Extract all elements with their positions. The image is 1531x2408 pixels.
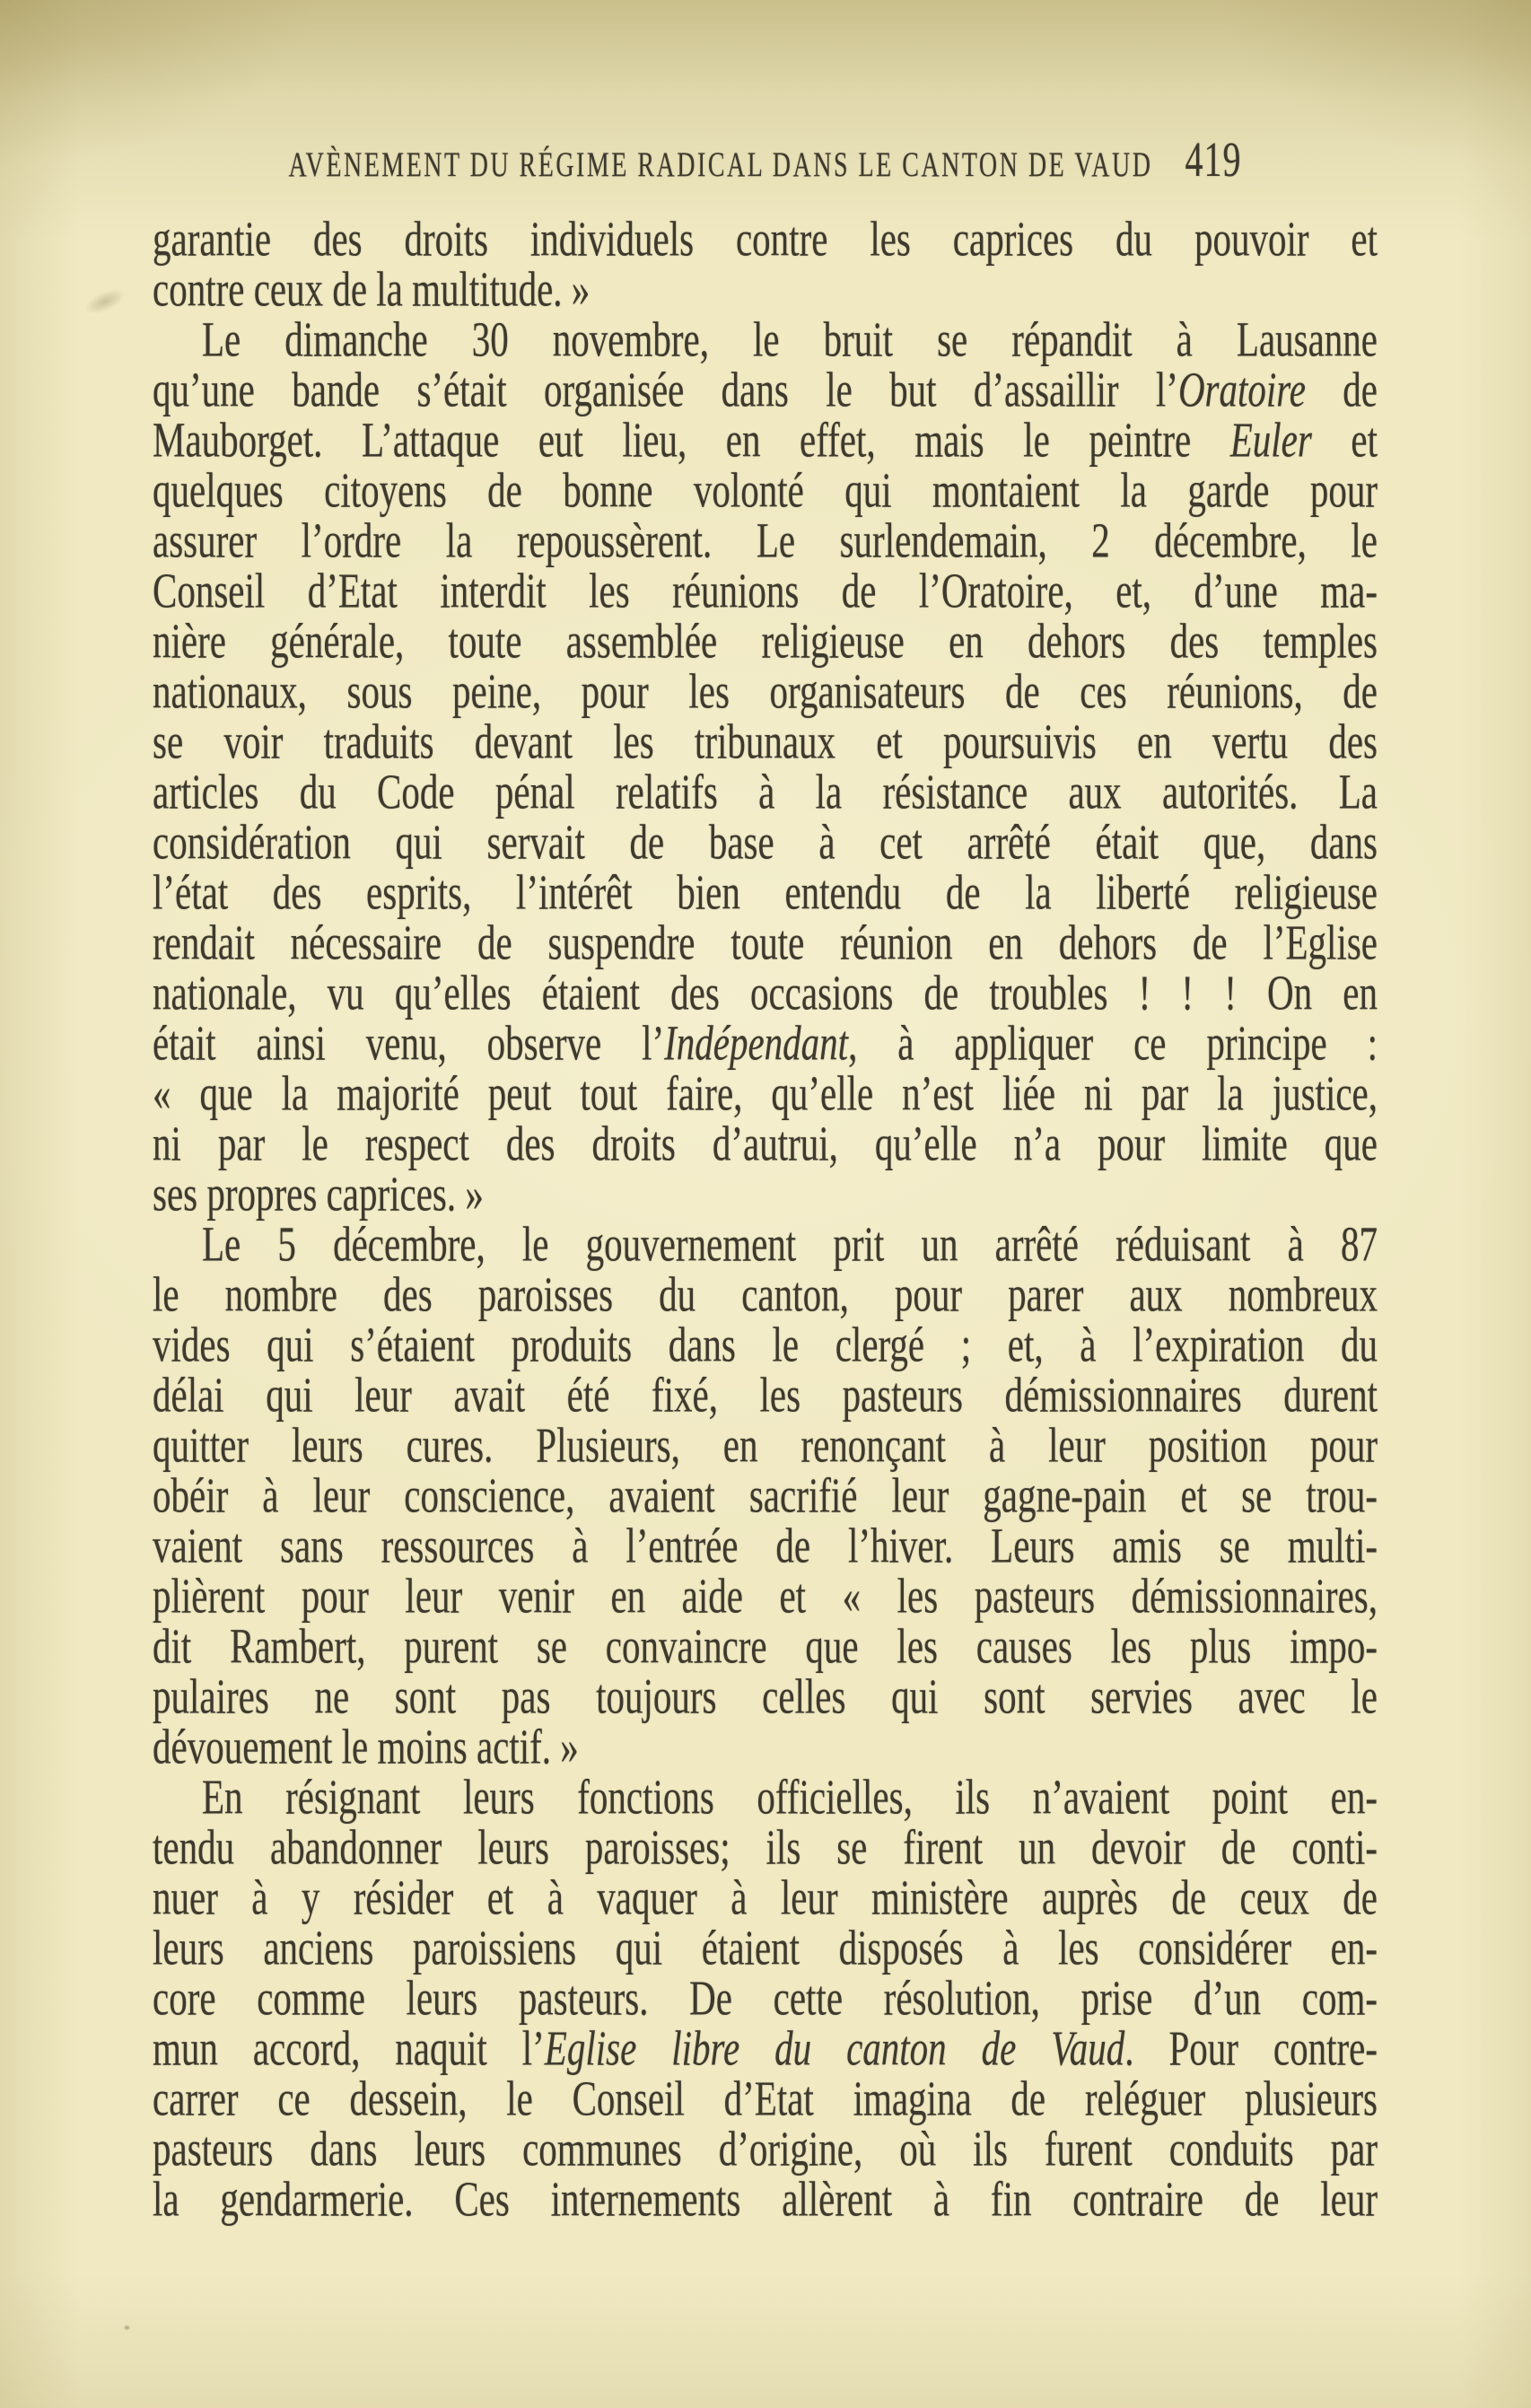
text-segment: dévouement le moins actif. » [153, 1719, 579, 1774]
text-segment: carrer ce dessein, le Conseil d’Etat imagina de reléguer plusieurs [153, 2071, 1378, 2126]
page-body-text [153, 211, 1378, 2227]
text-segment: délai qui leur avait été fixé, les pasteurs démissionnaires durent [153, 1367, 1378, 1423]
text-segment: . Pour contre- [1124, 2020, 1378, 2076]
text-segment: garantie des droits individuels contre les caprices du pouvoir et [153, 211, 1378, 267]
text-segment: nière générale, toute assemblée religieuse en dehors des temples [153, 613, 1378, 669]
text-segment: rendait nécessaire de suspendre toute réunion en dehors de l’Eglise [153, 915, 1378, 970]
text-segment: plièrent pour leur venir en aide et « les pasteurs démissionnaires, [153, 1568, 1378, 1624]
paper-smudge [74, 278, 136, 325]
text-segment: Le 5 décembre, le gouvernement prit un arrêté réduisant à 87 [202, 1216, 1378, 1272]
text-segment: vaient sans ressources à l’entrée de l’hiver. Leurs amis se multi- [153, 1518, 1378, 1573]
page-number: 419 [1185, 131, 1242, 188]
text-segment: quitter leurs cures. Plusieurs, en renonçant à leur position pour [153, 1417, 1378, 1473]
text-segment: pasteurs dans leurs communes d’origine, où ils furent conduits par [153, 2121, 1378, 2176]
text-line [153, 2166, 1378, 2232]
text-segment: Le dimanche 30 novembre, le bruit se répandit à Lausanne [202, 311, 1378, 367]
text-segment: , à appliquer ce principe : [848, 1015, 1378, 1071]
text-segment: Conseil d’Etat interdit les réunions de l’Oratoire, et, d’une ma- [153, 563, 1378, 618]
text-segment: ni par le respect des droits d’autrui, qu’elle n’a pour limite que [153, 1116, 1378, 1171]
paper-speck [122, 2324, 132, 2332]
text-segment: articles du Code pénal relatifs à la résistance aux autorités. La [153, 764, 1378, 819]
text-segment: et [1311, 412, 1378, 468]
text-segment: nuer à y résider et à vaquer à leur ministère auprès de ceux de [153, 1869, 1378, 1925]
text-segment: nationale, vu qu’elles étaient des occasions de troubles ! ! ! On en [153, 965, 1378, 1020]
italic-text-segment: Oratoire [1177, 362, 1306, 417]
text-segment: obéir à leur conscience, avaient sacrifié leur gagne-pain et se trou- [153, 1467, 1378, 1523]
text-segment: la gendarmerie. Ces internements allèrent à fin contraire de leur [153, 2171, 1378, 2227]
text-segment: core comme leurs pasteurs. De cette résolution, prise d’un com- [153, 1970, 1378, 2026]
text-segment: assurer l’ordre la repoussèrent. Le surlendemain, 2 décembre, le [153, 512, 1378, 568]
text-segment: Mauborget. L’attaque eut lieu, en effet, mais le peintre [153, 412, 1230, 468]
italic-text-segment: Euler [1229, 412, 1312, 468]
text-segment: dit Rambert, purent se convaincre que les causes les plus impo- [153, 1618, 1378, 1674]
italic-text-segment: Eglise libre du canton de Vaud [544, 2020, 1125, 2076]
text-segment: était ainsi venu, observe l’ [153, 1015, 665, 1071]
running-header-title: AVÈNEMENT DU RÉGIME RADICAL DANS LE CANTON DE VAUD [288, 145, 1153, 185]
text-segment: vides qui s’étaient produits dans le clergé ; et, à l’expiration du [153, 1317, 1378, 1372]
text-segment: ses propres caprices. » [153, 1166, 484, 1222]
text-segment: considération qui servait de base à cet arrêté était que, dans [153, 814, 1378, 870]
text-segment: qu’une bande s’était organisée dans le but d’assaillir l’ [153, 362, 1178, 417]
text-segment: leurs anciens paroissiens qui étaient disposés à les considérer en- [153, 1920, 1378, 1975]
text-segment: de [1305, 362, 1378, 417]
text-segment: pulaires ne sont pas toujours celles qui sont servies avec le [153, 1668, 1378, 1724]
text-segment: se voir traduits devant les tribunaux et poursuivis en vertu des [153, 714, 1378, 769]
running-header [153, 125, 1378, 194]
text-segment: contre ceux de la multitude. » [153, 261, 591, 317]
text-segment: mun accord, naquit l’ [153, 2020, 545, 2076]
text-segment: tendu abandonner leurs paroisses; ils se firent un devoir de conti- [153, 1819, 1378, 1875]
text-segment: l’état des esprits, l’intérêt bien entendu de la liberté religieuse [153, 864, 1378, 920]
text-segment: quelques citoyens de bonne volonté qui montaient la garde pour [153, 462, 1378, 518]
text-segment: En résignant leurs fonctions officielles, ils n’avaient point en- [202, 1769, 1378, 1825]
text-segment: « que la majorité peut tout faire, qu’elle n’est liée ni par la justice, [153, 1065, 1378, 1121]
italic-text-segment: Indépendant [664, 1015, 849, 1071]
text-segment: nationaux, sous peine, pour les organisateurs de ces réunions, de [153, 663, 1378, 719]
text-segment: le nombre des paroisses du canton, pour parer aux nombreux [153, 1266, 1378, 1322]
